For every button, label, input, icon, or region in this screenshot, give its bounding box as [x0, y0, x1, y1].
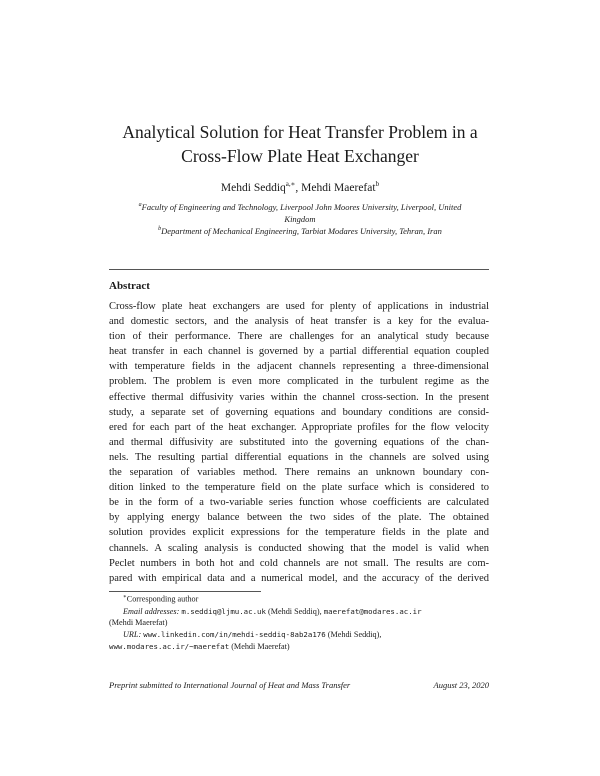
affiliation-a: [110, 199, 490, 225]
abstract-top-rule: [109, 269, 489, 270]
email-seddiq-owner: (Mehdi Seddiq),: [267, 606, 322, 616]
abstract-body: [109, 299, 489, 586]
affiliation-a-mark: a: [138, 202, 142, 208]
abstract-line: heat transfer in each channel is governed by a partial differential equation coupled: [109, 346, 489, 358]
abstract-line: and thermal diffusivity are substituted into the governing equations of the chan-: [109, 436, 489, 448]
abstract-line: solution provides explicit expressions for the temperature fields in the plate and: [109, 527, 489, 539]
affiliation-a-line-1: Faculty of Engineering and Technology, Liverpool John Moores University, Liverpool, United: [141, 201, 462, 212]
abstract-line: dition linked to the temperature field on the plate surface which is considered to: [109, 482, 489, 494]
abstract-line: study, a separate set of governing equations and boundary conditions are consid-: [109, 406, 489, 418]
abstract-line: and domestic sectors, and the analysis of heat transfer is a key for the evalua-: [109, 316, 489, 328]
corresponding-mark: ∗: [123, 594, 127, 600]
affiliation-b-mark: b: [158, 226, 162, 232]
abstract-line: ered for each part of the heat exchanger. Appropriate profiles for the flow velocity: [109, 421, 489, 433]
paper-title: [60, 120, 540, 168]
affiliation-b: [110, 223, 490, 237]
abstract-heading: Abstract: [109, 280, 150, 292]
author-1: Mehdi Seddiq: [220, 181, 286, 194]
author-1-marks: a,∗: [285, 180, 296, 188]
abstract-line: tion of their performance. There are challenges for an analytical study because: [109, 331, 489, 343]
url-maerefat-owner: (Mehdi Maerefat): [231, 641, 290, 651]
url-label: URL:: [123, 630, 142, 640]
preprint-journal: Preprint submitted to International Journal of Heat and Mass Transfer: [109, 680, 351, 690]
footnote-corresponding: [109, 592, 489, 606]
author-2: Mehdi Maerefat: [301, 181, 376, 194]
abstract-line: by applying energy balance between the two sides of the plate. The obtained: [109, 512, 489, 524]
abstract-line: be in the form of a two-variable series function whose coefficients are calculated: [109, 497, 489, 509]
footnote-urls-cont: [109, 641, 489, 653]
abstract-line: the separation of variables method. There remains an unknown boundary con-: [109, 467, 489, 479]
abstract-line: with temperature fields in the adjacent channels representing a three-dimensional: [109, 361, 489, 373]
footnote-urls: [109, 629, 489, 641]
url-maerefat-link[interactable]: www.modares.ac.ir/~maerefat: [109, 641, 230, 651]
affiliation-a-line-2: Kingdom: [284, 213, 316, 224]
url-seddiq-owner: (Mehdi Seddiq),: [327, 630, 382, 640]
title-line-2: Cross-Flow Plate Heat Exchanger: [181, 146, 419, 166]
title-line-1: Analytical Solution for Heat Transfer Problem in a: [122, 122, 478, 142]
abstract-line: pared with empirical data and a numerical model, and the accuracy of the derived: [109, 572, 489, 584]
author-list: [60, 176, 540, 196]
abstract-line: problem. The problem is even more complicated in the turbulent regime as the: [109, 376, 489, 388]
abstract-line: channels. A scaling analysis is conducted showing that the model is valid when: [109, 542, 489, 554]
email-maerefat-owner: (Mehdi Maerefat): [109, 618, 168, 628]
author-2-marks: b: [375, 180, 380, 188]
footnote-emails: [109, 606, 489, 618]
url-seddiq-link[interactable]: www.linkedin.com/in/mehdi-seddiq-8ab2a176: [143, 630, 326, 640]
abstract-line: nels. The resulting partial differential equations in the channels are solved using: [109, 451, 489, 463]
email-label: Email addresses:: [123, 606, 180, 616]
abstract-line: Cross-flow plate heat exchangers are used for plenty of applications in industrial: [109, 301, 489, 312]
email-seddiq-link[interactable]: m.seddiq@ljmu.ac.uk: [181, 606, 266, 616]
abstract-line: Peclet numbers in both hot and cold channels are not small. The results are com-: [109, 557, 489, 569]
footnotes: [109, 592, 489, 653]
affiliation-b-line-1: Department of Mechanical Engineering, Tarbiat Modares University, Tehran, Iran: [161, 225, 442, 236]
preprint-date: August 23, 2020: [433, 680, 489, 690]
footnote-emails-cont: [109, 617, 489, 629]
abstract-line: effective thermal diffusivity varies within the channel cross-section. In the present: [109, 391, 489, 403]
corresponding-text: Corresponding author: [126, 594, 199, 604]
author-separator: ,: [295, 181, 302, 194]
email-maerefat-link[interactable]: maerefat@modares.ac.ir: [323, 606, 422, 616]
